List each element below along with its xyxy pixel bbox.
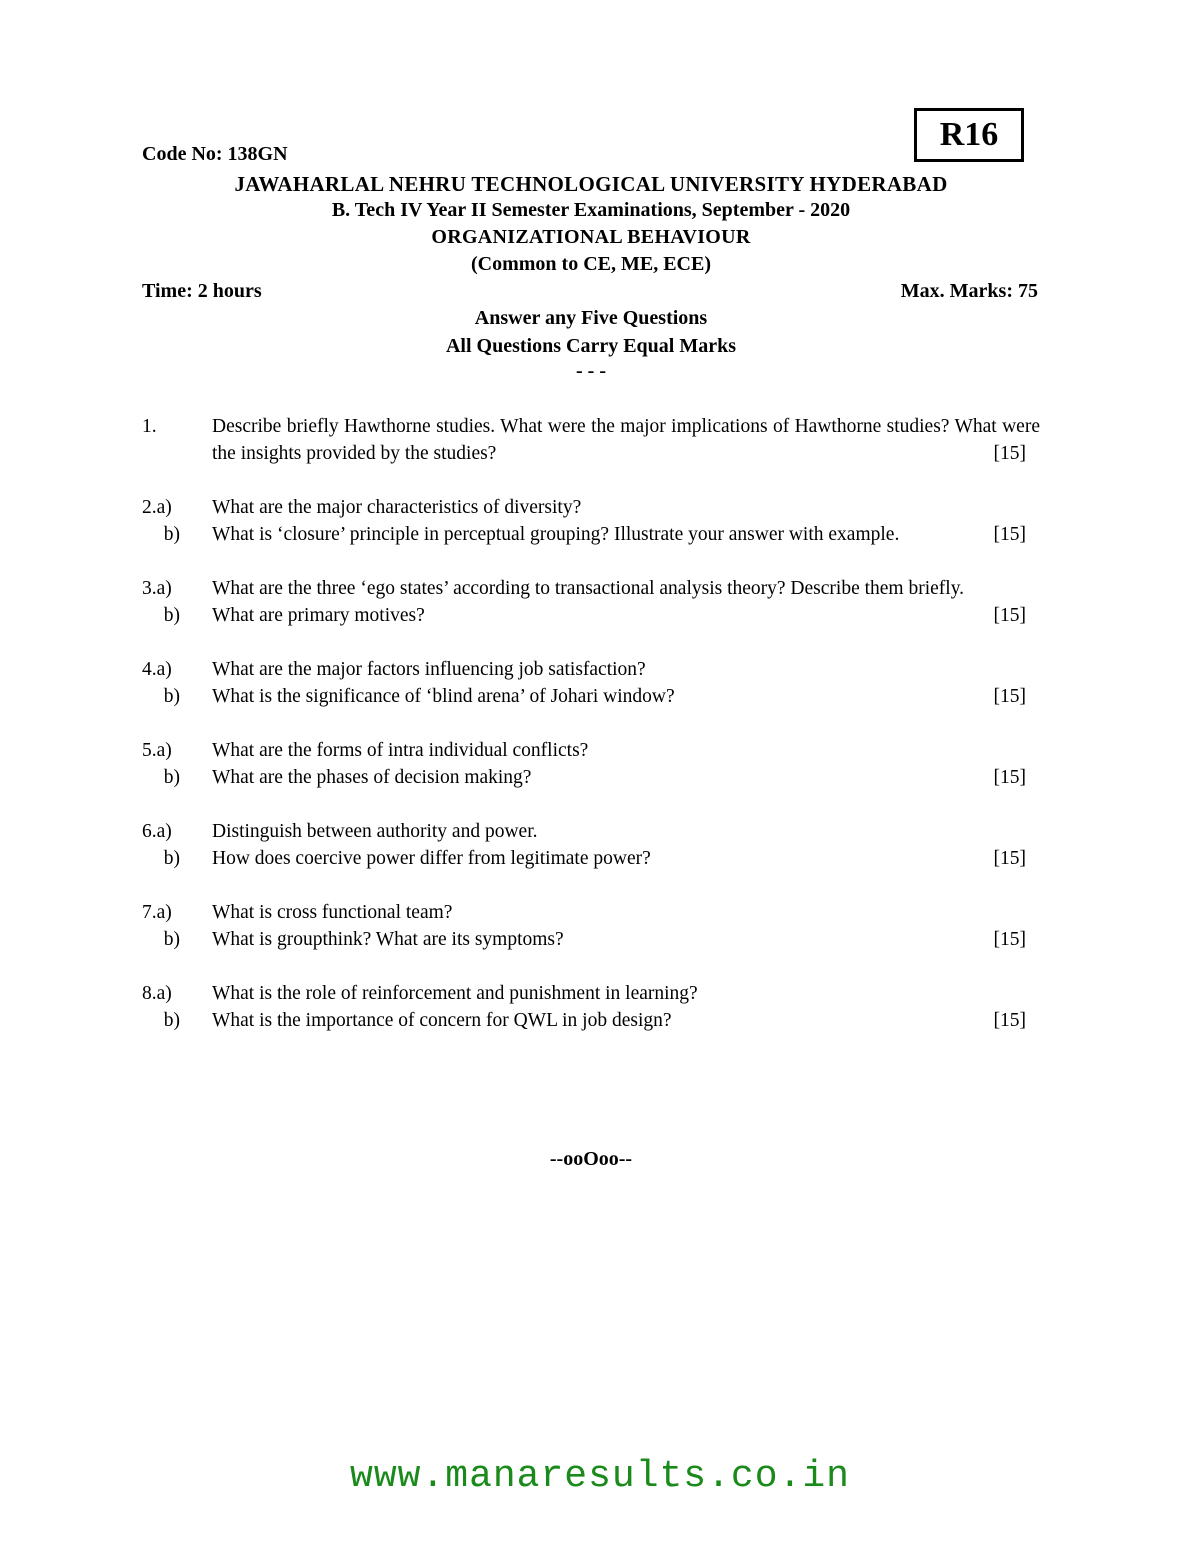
- question-part: [142, 521, 1040, 548]
- question-block: [142, 413, 1040, 467]
- question-gap: [142, 629, 1040, 656]
- question-part: [142, 1007, 1040, 1034]
- question-number: b): [163, 1010, 180, 1031]
- question-part: [142, 413, 1040, 467]
- question-part: [142, 980, 1040, 1007]
- question-text: What is the significance of ‘blind arena’ of Johari window?: [212, 686, 675, 707]
- question-gap: [142, 791, 1040, 818]
- question-text: What are the major characteristics of diversity?: [212, 497, 582, 518]
- question-number: 1.: [142, 416, 157, 437]
- question-text: Describe briefly Hawthorne studies. What were the major implications of Hawthorne studies? What were the insights provided by the studies?: [212, 416, 1040, 464]
- common-to: (Common to CE, ME, ECE): [471, 253, 711, 275]
- question-number: b): [163, 929, 180, 950]
- question-block: [142, 899, 1040, 953]
- question-text: How does coercive power differ from legitimate power?: [212, 848, 651, 869]
- question-gap: [142, 548, 1040, 575]
- question-text: Distinguish between authority and power.: [212, 821, 538, 842]
- question-number: b): [163, 848, 180, 869]
- question-marks: [15]: [993, 929, 1026, 950]
- end-mark: --ooOoo--: [549, 1148, 633, 1170]
- question-part: [142, 602, 1040, 629]
- question-part: [142, 575, 1040, 602]
- question-number: b): [163, 605, 180, 626]
- question-text: What are the three ‘ego states’ according to transactional analysis theory? Describe them briefly.: [212, 578, 965, 599]
- question-block: [142, 980, 1040, 1034]
- question-number: 2.a): [142, 497, 172, 518]
- question-marks: [15]: [993, 848, 1026, 869]
- question-text: What are the phases of decision making?: [212, 767, 532, 788]
- question-text: What is the role of reinforcement and punishment in learning?: [212, 983, 698, 1004]
- code-number: Code No: 138GN: [142, 143, 288, 165]
- question-part: [142, 764, 1040, 791]
- university-name: JAWAHARLAL NEHRU TECHNOLOGICAL UNIVERSITY HYDERABAD: [234, 172, 948, 196]
- question-block: [142, 656, 1040, 710]
- question-list: [142, 413, 1040, 1034]
- question-part: [142, 845, 1040, 872]
- question-number: 4.a): [142, 659, 172, 680]
- question-text: What are the forms of intra individual conflicts?: [212, 740, 589, 761]
- question-part: [142, 737, 1040, 764]
- question-text: What is the importance of concern for QWL in job design?: [212, 1010, 672, 1031]
- instruction-marks: All Questions Carry Equal Marks: [445, 335, 737, 357]
- question-part: [142, 494, 1040, 521]
- question-number: 5.a): [142, 740, 172, 761]
- question-number: b): [163, 524, 180, 545]
- question-part: [142, 656, 1040, 683]
- header-separator: - - -: [576, 360, 606, 382]
- question-text: What are primary motives?: [212, 605, 425, 626]
- question-marks: [15]: [993, 686, 1026, 707]
- question-part: [142, 818, 1040, 845]
- question-text: What is groupthink? What are its symptoms?: [212, 929, 564, 950]
- exam-title: B. Tech IV Year II Semester Examinations, September - 2020: [331, 199, 851, 221]
- question-text: What is cross functional team?: [212, 902, 453, 923]
- max-marks: Max. Marks: 75: [900, 280, 1038, 302]
- question-marks: [15]: [993, 443, 1026, 464]
- question-gap: [142, 710, 1040, 737]
- question-number: b): [163, 686, 180, 707]
- question-marks: [15]: [993, 1010, 1026, 1031]
- question-block: [142, 818, 1040, 872]
- question-block: [142, 494, 1040, 548]
- question-part: [142, 683, 1040, 710]
- question-part: [142, 899, 1040, 926]
- question-text: What is ‘closure’ principle in perceptual grouping? Illustrate your answer with example.: [212, 524, 900, 545]
- question-part: [142, 926, 1040, 953]
- question-gap: [142, 872, 1040, 899]
- question-marks: [15]: [993, 605, 1026, 626]
- question-gap: [142, 467, 1040, 494]
- question-block: [142, 575, 1040, 629]
- question-text: What are the major factors influencing job satisfaction?: [212, 659, 646, 680]
- subject-title: ORGANIZATIONAL BEHAVIOUR: [431, 226, 751, 248]
- regulation-badge: R16: [914, 108, 1024, 162]
- question-marks: [15]: [993, 524, 1026, 545]
- instruction-answer: Answer any Five Questions: [474, 307, 708, 329]
- question-marks: [15]: [993, 767, 1026, 788]
- question-number: b): [163, 767, 180, 788]
- exam-time: Time: 2 hours: [142, 280, 262, 302]
- question-number: 8.a): [142, 983, 172, 1004]
- question-gap: [142, 953, 1040, 980]
- watermark-url: www.manaresults.co.in: [350, 1455, 850, 1498]
- question-number: 3.a): [142, 578, 172, 599]
- question-number: 6.a): [142, 821, 172, 842]
- question-block: [142, 737, 1040, 791]
- question-number: 7.a): [142, 902, 172, 923]
